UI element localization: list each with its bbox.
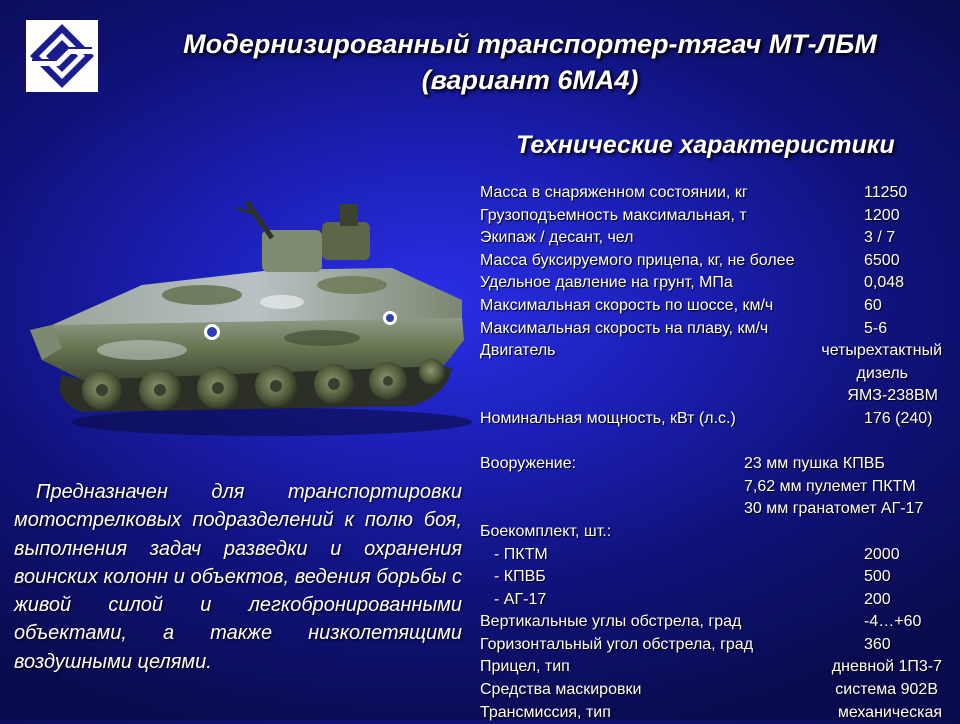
armament-item: 23 мм пушка КПВБ: [744, 455, 885, 473]
spacer: [480, 431, 946, 454]
spec-label: Горизонтальный угол обстрела, град: [480, 635, 754, 653]
specs-heading: Технические характеристики: [516, 131, 895, 159]
power-row: [480, 408, 946, 431]
spec-value: 60: [864, 296, 882, 314]
spec-row: [480, 272, 946, 295]
ammo-row: [480, 566, 946, 589]
ammo-item-value: 2000: [864, 545, 900, 563]
spec-label: Максимальная скорость по шоссе, км/ч: [480, 296, 774, 314]
title-line-1: Модернизированный транспортер-тягач МТ-ЛБМ: [183, 29, 877, 59]
spec-row: [480, 250, 946, 273]
spec-label: Масса буксируемого прицепа, кг, не более: [480, 251, 795, 269]
spec-row: [480, 182, 946, 205]
spec-value: 5-6: [864, 319, 888, 337]
spec-value: 6500: [864, 251, 900, 269]
mt-lbm-vehicle-image: [22, 190, 472, 440]
engine-label: Двигатель: [480, 342, 556, 360]
description-text: [14, 478, 462, 676]
spec-value: 11250: [864, 184, 908, 201]
spec-row: [480, 634, 946, 657]
spec-label: Средства маскировки: [480, 681, 642, 699]
spec-label: Максимальная скорость на плаву, км/ч: [480, 319, 769, 337]
armament-label: Вооружение:: [480, 455, 577, 473]
engine-value-line-2: дизель: [856, 364, 908, 382]
engine-row: [480, 385, 946, 408]
spec-label: Масса в снаряженном состоянии, кг: [480, 184, 748, 201]
company-logo-icon: [26, 20, 98, 92]
spec-value: дневной 1П3-7: [831, 658, 942, 676]
engine-value-line-3: ЯМЗ-238ВМ: [847, 387, 938, 405]
engine-value-line-1: четырехтактный: [821, 342, 942, 360]
spec-value: система 902В: [835, 681, 938, 699]
spec-label: Трансмиссия, тип: [480, 703, 611, 721]
spec-value: -4…+60: [864, 613, 922, 631]
spec-row: [480, 656, 946, 679]
spec-label: Прицел, тип: [480, 658, 570, 676]
ammo-label: Боекомплект, шт.:: [480, 522, 612, 540]
spec-row: [480, 318, 946, 341]
spec-value: 3 / 7: [864, 229, 896, 247]
ammo-item-value: 200: [864, 590, 891, 608]
spec-label: Экипаж / десант, чел: [480, 229, 634, 247]
ammo-item-label: - КПВБ: [494, 568, 546, 586]
armament-row: [480, 453, 946, 476]
title-line-2: (вариант 6МА4): [421, 65, 639, 95]
spec-row: [480, 227, 946, 250]
spec-value: 360: [864, 635, 891, 653]
spec-value: 0,048: [864, 274, 905, 292]
spec-value: 1200: [864, 206, 900, 224]
spec-label: Грузоподъемность максимальная, т: [480, 206, 747, 224]
specs-table: [480, 182, 946, 724]
ammo-row: [480, 521, 946, 544]
ammo-row: [480, 544, 946, 567]
spec-row: [480, 702, 946, 724]
engine-row: [480, 340, 946, 363]
power-label: Номинальная мощность, кВт (л.с.): [480, 409, 736, 427]
spec-label: Удельное давление на грунт, МПа: [480, 274, 733, 292]
spec-row: [480, 679, 946, 702]
description-body: Предназначен для транспортировки мотострелковых подразделений к полю боя, выполнения задач разведки и охранения воинских колонн и объектов, ведения борьбы с живой силой и легкобронированными объектами, а также низколетящими воздушными целями.: [14, 481, 462, 673]
spec-row: [480, 611, 946, 634]
ammo-item-label: - АГ-17: [494, 590, 547, 608]
spec-row: [480, 295, 946, 318]
spec-value: механическая: [837, 703, 942, 721]
armament-row: [480, 476, 946, 499]
armament-item: 30 мм гранатомет АГ-17: [744, 500, 924, 518]
engine-row: [480, 363, 946, 386]
power-value: 176 (240): [864, 409, 933, 427]
ammo-item-value: 500: [864, 568, 891, 586]
spec-row: [480, 205, 946, 228]
spec-label: Вертикальные углы обстрела, град: [480, 613, 742, 631]
ammo-item-label: - ПКТМ: [494, 545, 548, 563]
page-title: [130, 26, 930, 98]
armament-row: [480, 498, 946, 521]
ammo-row: [480, 589, 946, 612]
armament-item: 7,62 мм пулемет ПКТМ: [744, 477, 916, 495]
